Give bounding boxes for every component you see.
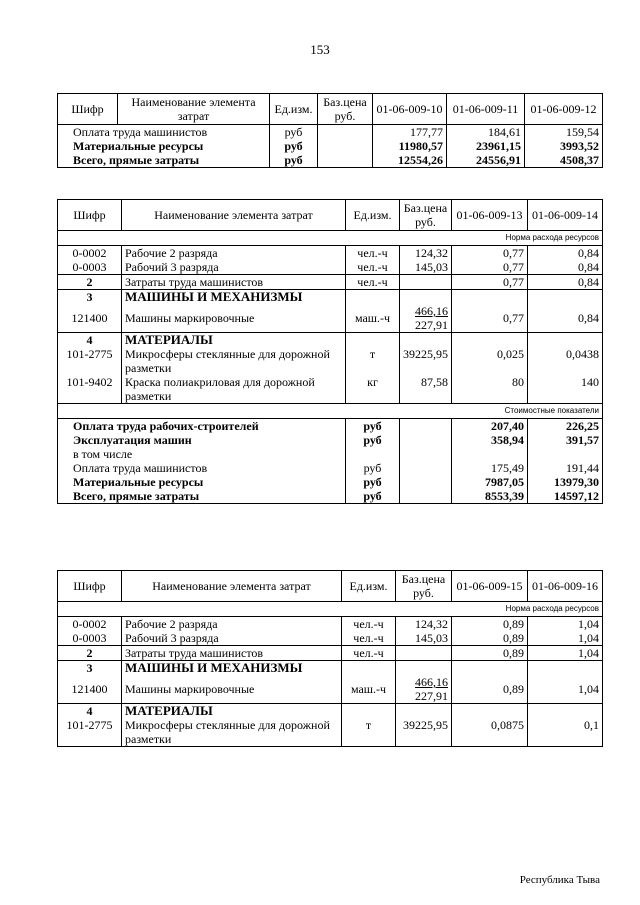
row-value: 140 — [528, 375, 603, 404]
row-name: Эксплуатация машин — [58, 433, 346, 447]
row-price: 466,16 227,91 — [400, 304, 452, 333]
row-price: 39225,95 — [400, 347, 452, 375]
row-value: 0,89 — [452, 675, 528, 704]
table-row — [58, 125, 603, 140]
row-unit: руб — [270, 139, 318, 153]
row-value: 175,49 — [452, 461, 528, 475]
row-value: 226,25 — [528, 419, 603, 434]
header-price: Баз.цена руб. — [400, 200, 452, 231]
header-price: Баз.цена руб. — [318, 94, 373, 125]
row-name: Микросферы стеклянные для дорожной разметки — [122, 718, 342, 747]
cost-label-row — [58, 404, 603, 419]
section-title: МАШИНЫ И МЕХАНИЗМЫ — [122, 661, 342, 676]
norm-label: Норма расхода ресурсов — [58, 602, 603, 617]
header-code: Шифр — [58, 200, 122, 231]
row-name: Краска полиакриловая для дорожной разметки — [122, 375, 346, 404]
header-col-14: 01-06-009-14 — [528, 200, 603, 231]
row-price: 466,16 227,91 — [396, 675, 452, 704]
row-value: 13979,30 — [528, 475, 603, 489]
row-name: в том числе — [58, 447, 346, 461]
row-code: 0-0003 — [58, 631, 122, 646]
row-unit: руб — [346, 489, 400, 504]
table-row — [58, 246, 603, 261]
row-name: Микросферы стеклянные для дорожной разметки — [122, 347, 346, 375]
row-unit: руб — [270, 125, 318, 140]
row-value: 0,84 — [528, 275, 603, 290]
row-unit: чел.-ч — [346, 246, 400, 261]
norm-label-row — [58, 602, 603, 617]
table-row — [58, 260, 603, 275]
row-name: Машины маркировочные — [122, 304, 346, 333]
row-code: 0-0002 — [58, 246, 122, 261]
table-header-row — [58, 94, 603, 125]
header-code: Шифр — [58, 94, 118, 125]
row-name: Затраты труда машинистов — [122, 646, 342, 661]
row-code: 101-2775 — [58, 347, 122, 375]
table-header-row — [58, 200, 603, 231]
row-price: 124,32 — [396, 617, 452, 632]
table-row — [58, 631, 603, 646]
header-unit: Ед.изм. — [270, 94, 318, 125]
row-value: 0,77 — [452, 304, 528, 333]
row-value: 0,89 — [452, 646, 528, 661]
row-value: 0,0438 — [528, 347, 603, 375]
section-row — [58, 333, 603, 348]
row-value: 0,84 — [528, 260, 603, 275]
table-row — [58, 718, 603, 747]
row-unit: руб — [346, 461, 400, 475]
row-value: 159,54 — [525, 125, 603, 140]
header-price: Баз.цена руб. — [396, 571, 452, 602]
header-unit: Ед.изм. — [346, 200, 400, 231]
row-value: 8553,39 — [452, 489, 528, 504]
cost-table-1 — [57, 93, 603, 168]
row-code: 0-0003 — [58, 260, 122, 275]
row-name: Оплата труда рабочих-строителей — [58, 419, 346, 434]
norm-label-row — [58, 231, 603, 246]
row-name: Затраты труда машинистов — [122, 275, 346, 290]
row-value: 1,04 — [528, 646, 603, 661]
row-unit: кг — [346, 375, 400, 404]
row-unit: маш.-ч — [342, 675, 396, 704]
row-price: 87,58 — [400, 375, 452, 404]
row-name: Всего, прямые затраты — [58, 489, 346, 504]
norm-label: Норма расхода ресурсов — [58, 231, 603, 246]
header-col-13: 01-06-009-13 — [452, 200, 528, 231]
cost-label: Стоимостные показатели — [58, 404, 603, 419]
row-value: 0,77 — [452, 246, 528, 261]
table-row — [58, 419, 603, 434]
table-row — [58, 461, 603, 475]
row-price — [396, 646, 452, 661]
row-unit: чел.-ч — [342, 617, 396, 632]
row-name: Рабочие 2 разряда — [122, 617, 342, 632]
row-price: 39225,95 — [396, 718, 452, 747]
row-name: Материальные ресурсы — [58, 475, 346, 489]
table-row — [58, 153, 603, 168]
row-code: 0-0002 — [58, 617, 122, 632]
row-code: 121400 — [58, 675, 122, 704]
table-row — [58, 475, 603, 489]
row-code: 101-9402 — [58, 375, 122, 404]
row-value: 12554,26 — [373, 153, 447, 168]
row-code: 121400 — [58, 304, 122, 333]
row-value: 23961,15 — [447, 139, 525, 153]
row-unit: чел.-ч — [342, 646, 396, 661]
header-col-16: 01-06-009-16 — [528, 571, 603, 602]
row-value: 1,04 — [528, 631, 603, 646]
row-value: 0,0875 — [452, 718, 528, 747]
row-value: 1,04 — [528, 675, 603, 704]
section-code: 4 — [58, 333, 122, 348]
table-header-row — [58, 571, 603, 602]
row-unit: маш.-ч — [346, 304, 400, 333]
row-value: 3993,52 — [525, 139, 603, 153]
header-code: Шифр — [58, 571, 122, 602]
section-code: 4 — [58, 704, 122, 719]
table-row — [58, 675, 603, 704]
header-unit: Ед.изм. — [342, 571, 396, 602]
row-value: 0,1 — [528, 718, 603, 747]
table-row — [58, 646, 603, 661]
section-title: МАТЕРИАЛЫ — [122, 333, 346, 348]
row-price — [318, 125, 373, 140]
row-value: 177,77 — [373, 125, 447, 140]
cost-table-2 — [57, 199, 603, 504]
row-code: 2 — [58, 275, 122, 290]
row-value: 11980,57 — [373, 139, 447, 153]
row-unit: чел.-ч — [346, 275, 400, 290]
row-name: Рабочий 3 разряда — [122, 631, 342, 646]
section-row — [58, 661, 603, 676]
row-value: 1,04 — [528, 617, 603, 632]
table-row — [58, 617, 603, 632]
row-name: Оплата труда машинистов — [58, 125, 270, 140]
header-name: Наименование элемента затрат — [118, 94, 270, 125]
page-number: 153 — [310, 42, 330, 57]
row-value: 0,77 — [452, 275, 528, 290]
section-row — [58, 704, 603, 719]
row-price: 145,03 — [396, 631, 452, 646]
row-value: 80 — [452, 375, 528, 404]
row-unit: руб — [346, 475, 400, 489]
row-value: 7987,05 — [452, 475, 528, 489]
row-value: 0,89 — [452, 631, 528, 646]
row-unit: т — [342, 718, 396, 747]
row-value: 24556,91 — [447, 153, 525, 168]
row-unit: руб — [346, 419, 400, 434]
row-unit: т — [346, 347, 400, 375]
row-value: 4508,37 — [525, 153, 603, 168]
row-value: 184,61 — [447, 125, 525, 140]
row-price — [400, 275, 452, 290]
row-value: 207,40 — [452, 419, 528, 434]
cost-table-3 — [57, 570, 603, 747]
header-col-12: 01-06-009-12 — [525, 94, 603, 125]
table-row — [58, 447, 603, 461]
row-name: Всего, прямые затраты — [58, 153, 270, 168]
header-col-10: 01-06-009-10 — [373, 94, 447, 125]
section-row — [58, 290, 603, 305]
footer-region: Республика Тыва — [519, 874, 600, 886]
row-value: 0,84 — [528, 246, 603, 261]
row-value: 358,94 — [452, 433, 528, 447]
row-unit: руб — [346, 433, 400, 447]
row-unit: руб — [270, 153, 318, 168]
table-row — [58, 347, 603, 375]
row-unit: чел.-ч — [342, 631, 396, 646]
table-row — [58, 489, 603, 504]
row-name: Оплата труда машинистов — [58, 461, 346, 475]
row-name: Рабочие 2 разряда — [122, 246, 346, 261]
row-value: 0,025 — [452, 347, 528, 375]
row-price — [318, 153, 373, 168]
row-value: 0,89 — [452, 617, 528, 632]
row-price: 145,03 — [400, 260, 452, 275]
row-code: 101-2775 — [58, 718, 122, 747]
row-price — [318, 139, 373, 153]
table-row — [58, 139, 603, 153]
header-col-15: 01-06-009-15 — [452, 571, 528, 602]
row-value: 14597,12 — [528, 489, 603, 504]
section-code: 3 — [58, 661, 122, 676]
row-unit: чел.-ч — [346, 260, 400, 275]
row-code: 2 — [58, 646, 122, 661]
row-name: Рабочий 3 разряда — [122, 260, 346, 275]
table-row — [58, 275, 603, 290]
header-name: Наименование элемента затрат — [122, 200, 346, 231]
row-name: Машины маркировочные — [122, 675, 342, 704]
table-row — [58, 433, 603, 447]
row-value: 0,77 — [452, 260, 528, 275]
row-value: 391,57 — [528, 433, 603, 447]
row-price: 124,32 — [400, 246, 452, 261]
row-value: 191,44 — [528, 461, 603, 475]
header-col-11: 01-06-009-11 — [447, 94, 525, 125]
section-code: 3 — [58, 290, 122, 305]
header-name: Наименование элемента затрат — [122, 571, 342, 602]
table-row — [58, 375, 603, 404]
row-value: 0,84 — [528, 304, 603, 333]
section-title: МАТЕРИАЛЫ — [122, 704, 342, 719]
row-name: Материальные ресурсы — [58, 139, 270, 153]
section-title: МАШИНЫ И МЕХАНИЗМЫ — [122, 290, 346, 305]
table-row — [58, 304, 603, 333]
